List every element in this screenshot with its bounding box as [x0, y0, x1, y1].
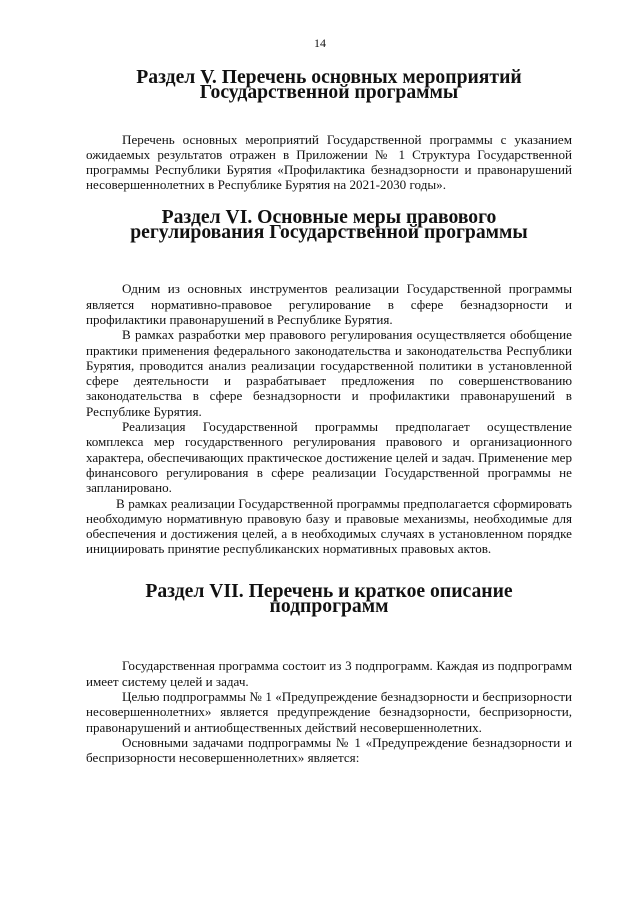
section-heading: Раздел VI. Основные меры правового регулирования Государственной программы — [130, 205, 528, 244]
page-number: 14 — [314, 36, 326, 50]
section-heading: Раздел V. Перечень основных мероприятий Государственной программы — [136, 66, 522, 104]
paragraph: В рамках разработки мер правового регулирования осуществляется обобщение практики применения федерального законодательства и законодательства Республики Бурятия, проводится анализ реализации государственной политики в установленной сфере деятельности и разрабатывает предложения по совершенствованию законодательства в сфере безнадзорности и профилактики правонарушений в Республике Бурятия. — [86, 327, 572, 419]
paragraph: В рамках реализации Государственной программы предполагается сформировать необходимую нормативную правовую базу и правовые механизмы, необходимые для обеспечения и достижения целей, а в необходимых случаях в установленном порядке инициировать принятие республиканских нормативных правовых актов. — [86, 495, 572, 557]
paragraph: Государственная программа состоит из 3 подпрограмм. Каждая из подпрограмм имеет систему целей и задач. — [86, 658, 572, 689]
document-body — [86, 66, 572, 766]
paragraph: Целью подпрограммы № 1 «Предупреждение безнадзорности и беспризорности несовершеннолетних» является предупреждение безнадзорности, беспризорности, правонарушений и антиобщественных действий несовершеннолетних. — [86, 688, 572, 735]
paragraph: Одним из основных инструментов реализации Государственной программы является нормативно-правовое регулирование в сфере безнадзорности и профилактики правонарушений в Республике Бурятия. — [86, 281, 572, 327]
paragraph: Основными задачами подпрограммы № 1 «Предупреждение безнадзорности и беспризорности несовершеннолетних» является: — [86, 734, 572, 766]
paragraph: Перечень основных мероприятий Государственной программы с указанием ожидаемых результатов отражен в Приложении № 1 Структура Государственной программы Республики Бурятия «Профилактика безнадзорности и правонарушений несовершеннолетних в Республике Бурятия на 2021-2030 годы». — [86, 131, 572, 193]
paragraph: Реализация Государственной программы предполагает осуществление комплекса мер государственного регулирования правового и организационного характера, обеспечивающих практическое достижение целей и задач. Применение мер финансового регулирования в сфере реализации Государственной программы не запланировано. — [86, 419, 572, 496]
section-heading: Раздел VII. Перечень и краткое описание подпрограмм — [145, 579, 513, 618]
